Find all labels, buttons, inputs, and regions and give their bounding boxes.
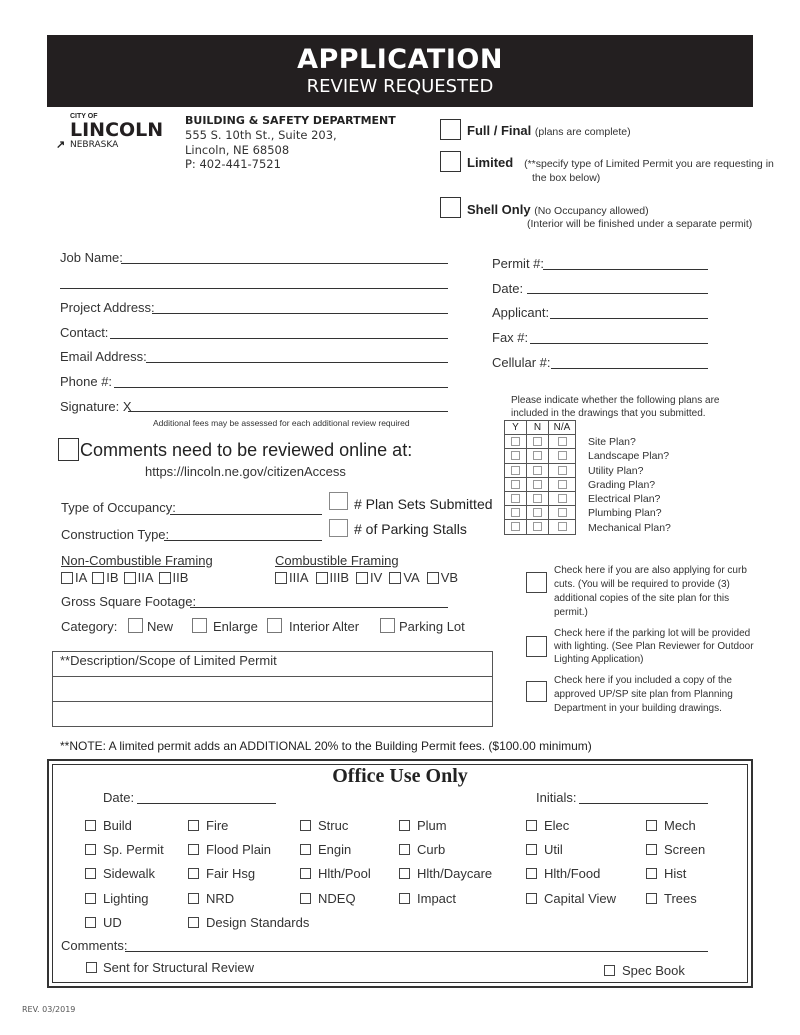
parking-lighting-text bbox=[554, 627, 754, 666]
framing-option-label: VB bbox=[440, 570, 459, 585]
full-final-note: (plans are complete) bbox=[534, 126, 631, 138]
form-subtitle: REVIEW REQUESTED bbox=[306, 76, 494, 97]
shell-only-note-2: (Interior will be finished under a separate permit) bbox=[527, 218, 753, 230]
office-comments-field[interactable] bbox=[125, 951, 708, 952]
form-title: APPLICATION bbox=[297, 44, 503, 75]
office-item-label: Screen bbox=[664, 842, 706, 857]
combustible-framing-options bbox=[275, 570, 461, 585]
combustible-framing-title: Combustible Framing bbox=[275, 553, 399, 568]
construction-type-field[interactable] bbox=[164, 540, 322, 541]
office-item-checkbox[interactable] bbox=[188, 844, 199, 855]
plan-no-checkbox[interactable] bbox=[533, 466, 542, 475]
applicant-field[interactable] bbox=[550, 318, 708, 319]
office-item-label: Trees bbox=[664, 891, 697, 906]
limited-note-2: the box below) bbox=[532, 172, 601, 184]
office-item-checkbox[interactable] bbox=[85, 868, 96, 879]
framing-option-label: IA bbox=[75, 570, 88, 585]
plan-label: Plumbing Plan? bbox=[588, 507, 662, 520]
office-item-label: Util bbox=[544, 842, 563, 857]
office-item-checkbox[interactable] bbox=[526, 893, 537, 904]
plan-no-checkbox[interactable] bbox=[533, 437, 542, 446]
limited-note: (**specify type of Limited Permit you are requesting in bbox=[524, 158, 774, 170]
office-item-label: Fair Hsg bbox=[206, 866, 256, 881]
office-date-label: Date: bbox=[103, 790, 135, 805]
category-enlarge-label: Enlarge bbox=[213, 619, 258, 634]
department-name: BUILDING & SAFETY DEPARTMENT bbox=[185, 114, 396, 127]
citizen-access-link[interactable]: https://lincoln.ne.gov/citizenAccess bbox=[145, 464, 346, 479]
job-name-field[interactable] bbox=[121, 263, 448, 264]
limited-permit-description-label: **Description/Scope of Limited Permit bbox=[53, 652, 492, 677]
office-item-label: Hist bbox=[664, 866, 687, 881]
shell-only-label: Shell Only bbox=[467, 202, 531, 217]
limited-checkbox[interactable] bbox=[440, 151, 461, 172]
permit-field[interactable] bbox=[543, 269, 708, 270]
description-row[interactable] bbox=[53, 677, 492, 702]
office-item-checkbox[interactable] bbox=[399, 893, 410, 904]
plan-row bbox=[505, 435, 576, 449]
office-item-label: Hlth/Pool bbox=[318, 866, 371, 881]
occupancy-type-field[interactable] bbox=[170, 514, 322, 515]
fax-field[interactable] bbox=[530, 343, 708, 344]
address-line-2: Lincoln, NE 68508 bbox=[185, 142, 290, 157]
framing-option-label: IV bbox=[370, 570, 383, 585]
sent-structural-checkbox[interactable] bbox=[86, 962, 97, 973]
contact-label: Contact: bbox=[60, 325, 109, 340]
office-item-checkbox[interactable] bbox=[526, 820, 537, 831]
spec-book-label: Spec Book bbox=[622, 963, 685, 978]
office-item-checkbox[interactable] bbox=[399, 844, 410, 855]
office-initials-label: Initials: bbox=[536, 790, 577, 805]
office-item-checkbox[interactable] bbox=[85, 917, 96, 928]
col-na: N/A bbox=[549, 421, 576, 435]
phone-label: Phone #: bbox=[60, 374, 113, 389]
limited-permit-fee-note: **NOTE: A limited permit adds an ADDITIONAL 20% to the Building Permit fees. ($100.00 minimum) bbox=[60, 739, 592, 753]
full-final-checkbox[interactable] bbox=[440, 119, 461, 140]
shell-only-note: (No Occupancy allowed) bbox=[534, 205, 649, 217]
plan-label: Electrical Plan? bbox=[588, 493, 661, 506]
framing-option[interactable] bbox=[316, 570, 350, 585]
office-item-label: Capital View bbox=[544, 891, 617, 906]
limited-permit-description-box[interactable] bbox=[52, 651, 493, 727]
framing-checkbox[interactable] bbox=[159, 572, 171, 584]
plan-yes-checkbox[interactable] bbox=[511, 522, 520, 531]
plan-label: Landscape Plan? bbox=[588, 450, 670, 463]
office-item-checkbox[interactable] bbox=[85, 893, 96, 904]
logo-lincoln: LINCOLN bbox=[70, 119, 164, 141]
category-new-label: New bbox=[147, 619, 174, 634]
office-item-checkbox[interactable] bbox=[399, 868, 410, 879]
plans-intro bbox=[511, 394, 719, 420]
office-item-checkbox[interactable] bbox=[526, 868, 537, 879]
office-item-label: Curb bbox=[417, 842, 446, 857]
permit-label: Permit #: bbox=[492, 256, 545, 271]
plan-no-checkbox[interactable] bbox=[533, 451, 542, 460]
spec-book-checkbox[interactable] bbox=[604, 965, 615, 976]
header-banner bbox=[47, 35, 753, 107]
project-address-field[interactable] bbox=[152, 313, 448, 314]
logo-arrow-icon: ↗ bbox=[56, 139, 66, 151]
plan-no-checkbox[interactable] bbox=[533, 494, 542, 503]
department-address bbox=[185, 128, 337, 172]
plan-na-checkbox[interactable] bbox=[558, 451, 567, 460]
category-parking-lot-label: Parking Lot bbox=[399, 619, 465, 634]
plan-label: Grading Plan? bbox=[588, 478, 656, 491]
office-item-label: Struc bbox=[318, 818, 349, 833]
occupancy-type-label: Type of Occupancy: bbox=[61, 500, 176, 515]
curb-cuts-text bbox=[554, 564, 747, 620]
check-text-line: Lighting Application) bbox=[554, 654, 644, 665]
office-comments-label: Comments: bbox=[61, 938, 128, 953]
category-parking-lot-checkbox[interactable] bbox=[380, 618, 395, 633]
plan-label: Utility Plan? bbox=[588, 464, 644, 477]
office-item-label: Flood Plain bbox=[206, 842, 272, 857]
office-item-label: Fire bbox=[206, 818, 229, 833]
framing-option[interactable] bbox=[356, 570, 382, 585]
plan-na-checkbox[interactable] bbox=[558, 508, 567, 517]
plan-row bbox=[505, 449, 576, 463]
plan-yes-checkbox[interactable] bbox=[511, 494, 520, 503]
cellular-field[interactable] bbox=[551, 368, 708, 369]
office-item-label: Plum bbox=[417, 818, 447, 833]
date-field[interactable] bbox=[527, 293, 708, 294]
plan-sets-field[interactable] bbox=[329, 492, 348, 510]
plan-na-checkbox[interactable] bbox=[558, 522, 567, 531]
plan-row bbox=[505, 520, 576, 534]
check-text-line: Check here if you are also applying for curb bbox=[554, 565, 747, 576]
plan-yes-checkbox[interactable] bbox=[511, 437, 520, 446]
email-field[interactable] bbox=[146, 362, 448, 363]
framing-checkbox[interactable] bbox=[275, 572, 287, 584]
framing-option[interactable] bbox=[92, 570, 118, 585]
parking-stalls-label: # of Parking Stalls bbox=[354, 521, 467, 537]
category-interior-alter-label: Interior Alter bbox=[289, 619, 360, 634]
office-item-label: Impact bbox=[417, 891, 457, 906]
check-text-line: with lighting. (See Plan Reviewer for Outdoor bbox=[554, 641, 754, 652]
office-item-label: Lighting bbox=[103, 891, 149, 906]
framing-option-label: IB bbox=[106, 570, 119, 585]
fax-label: Fax #: bbox=[492, 330, 529, 345]
plan-yes-checkbox[interactable] bbox=[511, 480, 520, 489]
cellular-label: Cellular #: bbox=[492, 355, 551, 370]
check-text-line: approved UP/SP site plan from Planning bbox=[554, 689, 733, 700]
construction-type-label: Construction Type: bbox=[61, 527, 170, 542]
office-item-label: Build bbox=[103, 818, 132, 833]
plan-row bbox=[505, 463, 576, 477]
gross-square-footage-label: Gross Square Footage: bbox=[61, 594, 197, 609]
plan-na-checkbox[interactable] bbox=[558, 480, 567, 489]
check-text-line: additional copies of the site plan for this bbox=[554, 593, 730, 604]
signature-label: Signature: X bbox=[60, 399, 132, 414]
office-initials-field[interactable] bbox=[579, 803, 708, 804]
plan-labels bbox=[588, 435, 671, 535]
office-item-checkbox[interactable] bbox=[300, 893, 311, 904]
plan-no-checkbox[interactable] bbox=[533, 522, 542, 531]
email-label: Email Address: bbox=[60, 349, 147, 364]
framing-option[interactable] bbox=[275, 570, 309, 585]
check-text-line: Check here if you included a copy of the bbox=[554, 675, 732, 686]
shell-only-checkbox[interactable] bbox=[440, 197, 461, 218]
plans-table bbox=[504, 420, 576, 535]
contact-field[interactable] bbox=[110, 338, 448, 339]
upsp-site-plan-text bbox=[554, 674, 733, 716]
office-date-field[interactable] bbox=[137, 803, 276, 804]
office-item-checkbox[interactable] bbox=[646, 844, 657, 855]
office-item-checkbox[interactable] bbox=[646, 868, 657, 879]
category-new-checkbox[interactable] bbox=[128, 618, 143, 633]
office-item-checkbox[interactable] bbox=[300, 844, 311, 855]
parking-lighting-checkbox[interactable] bbox=[526, 636, 547, 657]
framing-option[interactable] bbox=[427, 570, 458, 585]
check-text-line: permit.) bbox=[554, 607, 588, 618]
signature-field[interactable] bbox=[128, 411, 448, 412]
department-phone: P: 402-441-7521 bbox=[185, 157, 281, 171]
plan-na-checkbox[interactable] bbox=[558, 437, 567, 446]
framing-checkbox[interactable] bbox=[124, 572, 136, 584]
plan-yes-checkbox[interactable] bbox=[511, 451, 520, 460]
check-text-line: Department in your building drawings. bbox=[554, 703, 722, 714]
plan-row bbox=[505, 506, 576, 520]
plans-intro-line-2: included in the drawings that you submitted. bbox=[511, 408, 706, 419]
office-item-checkbox[interactable] bbox=[188, 820, 199, 831]
col-no: N bbox=[527, 421, 549, 435]
noncombustible-framing-options bbox=[61, 570, 189, 585]
plan-sets-label: # Plan Sets Submitted bbox=[354, 496, 493, 512]
limited-label: Limited bbox=[467, 155, 514, 170]
project-address-label: Project Address: bbox=[60, 300, 155, 315]
framing-option[interactable] bbox=[61, 570, 87, 585]
date-label: Date: bbox=[492, 281, 524, 296]
job-name-label: Job Name: bbox=[60, 250, 123, 265]
framing-option-label: IIB bbox=[172, 570, 189, 585]
address-line-1: 555 S. 10th St., Suite 203, bbox=[185, 128, 337, 142]
category-label: Category: bbox=[61, 619, 118, 634]
job-name-field-2[interactable] bbox=[60, 288, 448, 289]
curb-cuts-checkbox[interactable] bbox=[526, 572, 547, 593]
office-item-checkbox[interactable] bbox=[85, 844, 96, 855]
full-final-label: Full / Final bbox=[467, 123, 532, 138]
plan-label: Site Plan? bbox=[588, 436, 636, 448]
plan-yes-checkbox[interactable] bbox=[511, 508, 520, 517]
col-yes: Y bbox=[505, 421, 527, 435]
upsp-site-plan-checkbox[interactable] bbox=[526, 681, 547, 702]
office-item-checkbox[interactable] bbox=[646, 893, 657, 904]
framing-checkbox[interactable] bbox=[356, 572, 368, 584]
plan-row bbox=[505, 477, 576, 491]
office-item-checkbox[interactable] bbox=[300, 868, 311, 879]
framing-option-label: IIIB bbox=[329, 570, 350, 585]
comments-online-checkbox[interactable] bbox=[58, 438, 79, 461]
framing-checkbox[interactable] bbox=[427, 572, 439, 584]
check-text-line: Check here if the parking lot will be provided bbox=[554, 628, 751, 639]
office-item-label: UD bbox=[103, 915, 122, 930]
applicant-label: Applicant: bbox=[492, 305, 550, 320]
office-item-checkbox[interactable] bbox=[300, 820, 311, 831]
comments-online-label: Comments need to be reviewed online at: bbox=[80, 440, 413, 460]
framing-checkbox[interactable] bbox=[92, 572, 104, 584]
revision-label: REV. 03/2019 bbox=[22, 1005, 76, 1014]
framing-checkbox[interactable] bbox=[389, 572, 401, 584]
framing-option[interactable] bbox=[159, 570, 189, 585]
plan-na-checkbox[interactable] bbox=[558, 466, 567, 475]
category-enlarge-checkbox[interactable] bbox=[192, 618, 207, 633]
office-item-label: NRD bbox=[206, 891, 235, 906]
gross-square-footage-field[interactable] bbox=[190, 607, 448, 608]
framing-checkbox[interactable] bbox=[61, 572, 73, 584]
framing-option-label: VA bbox=[403, 570, 420, 585]
office-item-label: Design Standards bbox=[206, 915, 310, 930]
framing-checkbox[interactable] bbox=[316, 572, 328, 584]
office-item-label: Sp. Permit bbox=[103, 842, 164, 857]
sent-structural-label: Sent for Structural Review bbox=[103, 960, 255, 975]
office-item-checkbox[interactable] bbox=[399, 820, 410, 831]
framing-option-label: IIA bbox=[137, 570, 154, 585]
fees-note: Additional fees may be assessed for each additional review required bbox=[153, 418, 410, 428]
plan-yes-checkbox[interactable] bbox=[511, 466, 520, 475]
office-item-checkbox[interactable] bbox=[188, 917, 199, 928]
plan-row bbox=[505, 491, 576, 505]
logo-city-of: CITY OF bbox=[70, 113, 98, 120]
office-item-label: Mech bbox=[664, 818, 696, 833]
office-item-checkbox[interactable] bbox=[526, 844, 537, 855]
framing-option-label: IIIA bbox=[289, 570, 309, 585]
framing-option[interactable] bbox=[389, 570, 419, 585]
office-item-checkbox[interactable] bbox=[85, 820, 96, 831]
office-item-label: Sidewalk bbox=[103, 866, 156, 881]
parking-stalls-field[interactable] bbox=[329, 519, 348, 537]
plan-label: Mechanical Plan? bbox=[588, 521, 671, 534]
logo-nebraska: NEBRASKA bbox=[70, 140, 119, 150]
plan-no-checkbox[interactable] bbox=[533, 480, 542, 489]
office-item-label: Hlth/Food bbox=[544, 866, 601, 881]
plan-no-checkbox[interactable] bbox=[533, 508, 542, 517]
office-use-title: Office Use Only bbox=[332, 765, 468, 787]
office-item-checkbox[interactable] bbox=[646, 820, 657, 831]
office-item-label: Engin bbox=[318, 842, 352, 857]
noncombustible-framing-title: Non-Combustible Framing bbox=[61, 553, 213, 568]
category-interior-alter-checkbox[interactable] bbox=[267, 618, 282, 633]
office-item-checkbox[interactable] bbox=[188, 868, 199, 879]
plans-intro-line-1: Please indicate whether the following plans are bbox=[511, 395, 720, 406]
office-item-label: NDEQ bbox=[318, 891, 356, 906]
office-item-label: Elec bbox=[544, 818, 570, 833]
office-item-label: Hlth/Daycare bbox=[417, 866, 493, 881]
phone-field[interactable] bbox=[114, 387, 448, 388]
check-text-line: cuts. (You will be required to provide (3) bbox=[554, 579, 730, 590]
framing-option[interactable] bbox=[124, 570, 154, 585]
plan-na-checkbox[interactable] bbox=[558, 494, 567, 503]
office-item-checkbox[interactable] bbox=[188, 893, 199, 904]
